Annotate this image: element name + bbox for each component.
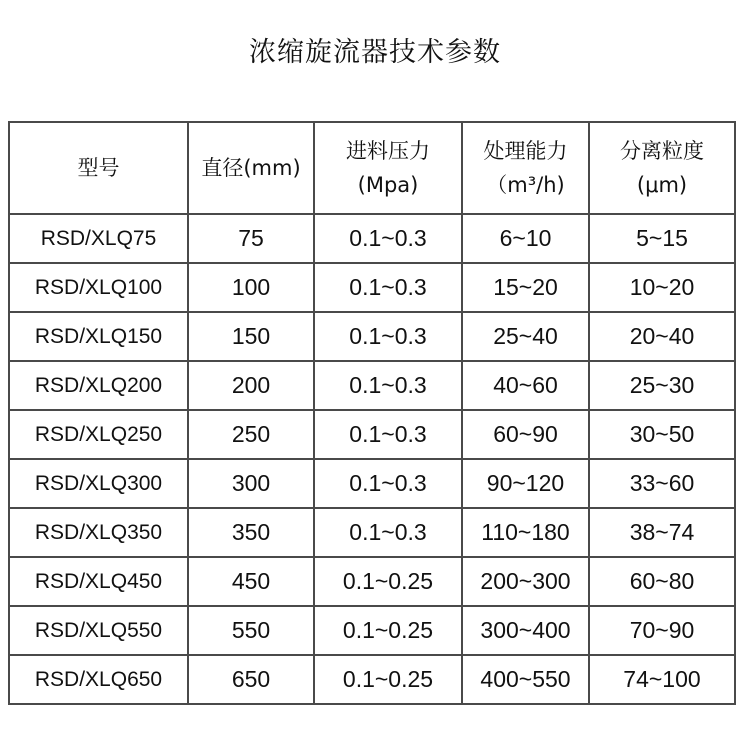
header-cell-model	[9, 122, 188, 214]
cell-particle: 5~15	[589, 214, 735, 263]
table-row	[9, 508, 735, 557]
cell-diameter: 650	[188, 655, 314, 704]
cell-model: RSD/XLQ250	[9, 410, 188, 459]
header-particle-line1: 分离粒度	[620, 139, 704, 163]
cell-diameter: 200	[188, 361, 314, 410]
cell-particle: 38~74	[589, 508, 735, 557]
cell-capacity: 40~60	[462, 361, 589, 410]
header-cell-particle	[589, 122, 735, 214]
cell-particle: 25~30	[589, 361, 735, 410]
cell-diameter: 250	[188, 410, 314, 459]
cell-capacity: 110~180	[462, 508, 589, 557]
header-cell-pressure	[314, 122, 462, 214]
cell-capacity: 6~10	[462, 214, 589, 263]
cell-pressure: 0.1~0.25	[314, 557, 462, 606]
table-body	[9, 214, 735, 704]
table-row	[9, 557, 735, 606]
cell-pressure: 0.1~0.3	[314, 263, 462, 312]
page-title: 浓缩旋流器技术参数	[249, 37, 501, 68]
header-cell-capacity	[462, 122, 589, 214]
spec-table	[8, 121, 736, 705]
cell-pressure: 0.1~0.3	[314, 508, 462, 557]
cell-pressure: 0.1~0.3	[314, 361, 462, 410]
cell-particle: 10~20	[589, 263, 735, 312]
table-row	[9, 410, 735, 459]
header-particle-line2: (μm)	[636, 173, 688, 197]
cell-pressure: 0.1~0.25	[314, 606, 462, 655]
header-pressure-line2: (Mpa)	[357, 173, 419, 197]
table-row	[9, 459, 735, 508]
cell-diameter: 150	[188, 312, 314, 361]
cell-model: RSD/XLQ350	[9, 508, 188, 557]
cell-capacity: 15~20	[462, 263, 589, 312]
cell-pressure: 0.1~0.3	[314, 312, 462, 361]
cell-particle: 30~50	[589, 410, 735, 459]
cell-capacity: 300~400	[462, 606, 589, 655]
header-diameter-line1: 直径(mm)	[201, 156, 301, 180]
cell-model: RSD/XLQ450	[9, 557, 188, 606]
cell-model: RSD/XLQ100	[9, 263, 188, 312]
cell-capacity: 90~120	[462, 459, 589, 508]
cell-diameter: 550	[188, 606, 314, 655]
cell-model: RSD/XLQ550	[9, 606, 188, 655]
cell-particle: 74~100	[589, 655, 735, 704]
cell-capacity: 60~90	[462, 410, 589, 459]
cell-particle: 60~80	[589, 557, 735, 606]
header-model-line1: 型号	[77, 156, 120, 180]
header-capacity-line2: （m³/h)	[486, 173, 565, 197]
cell-model: RSD/XLQ200	[9, 361, 188, 410]
cell-diameter: 300	[188, 459, 314, 508]
header-capacity-line1: 处理能力	[483, 139, 568, 163]
table-header	[9, 122, 735, 214]
table-row	[9, 263, 735, 312]
table-row	[9, 312, 735, 361]
cell-capacity: 400~550	[462, 655, 589, 704]
cell-particle: 70~90	[589, 606, 735, 655]
cell-diameter: 100	[188, 263, 314, 312]
table-row	[9, 214, 735, 263]
table-row	[9, 361, 735, 410]
cell-pressure: 0.1~0.3	[314, 459, 462, 508]
cell-model: RSD/XLQ300	[9, 459, 188, 508]
cell-pressure: 0.1~0.3	[314, 410, 462, 459]
cell-diameter: 350	[188, 508, 314, 557]
header-row	[9, 122, 735, 214]
cell-model: RSD/XLQ650	[9, 655, 188, 704]
cell-model: RSD/XLQ150	[9, 312, 188, 361]
cell-pressure: 0.1~0.25	[314, 655, 462, 704]
table-row	[9, 606, 735, 655]
cell-diameter: 450	[188, 557, 314, 606]
cell-diameter: 75	[188, 214, 314, 263]
table-row	[9, 655, 735, 704]
cell-pressure: 0.1~0.3	[314, 214, 462, 263]
header-cell-diameter	[188, 122, 314, 214]
cell-capacity: 200~300	[462, 557, 589, 606]
cell-particle: 20~40	[589, 312, 735, 361]
cell-capacity: 25~40	[462, 312, 589, 361]
cell-model: RSD/XLQ75	[9, 214, 188, 263]
header-pressure-line1: 进料压力	[346, 139, 430, 163]
cell-particle: 33~60	[589, 459, 735, 508]
